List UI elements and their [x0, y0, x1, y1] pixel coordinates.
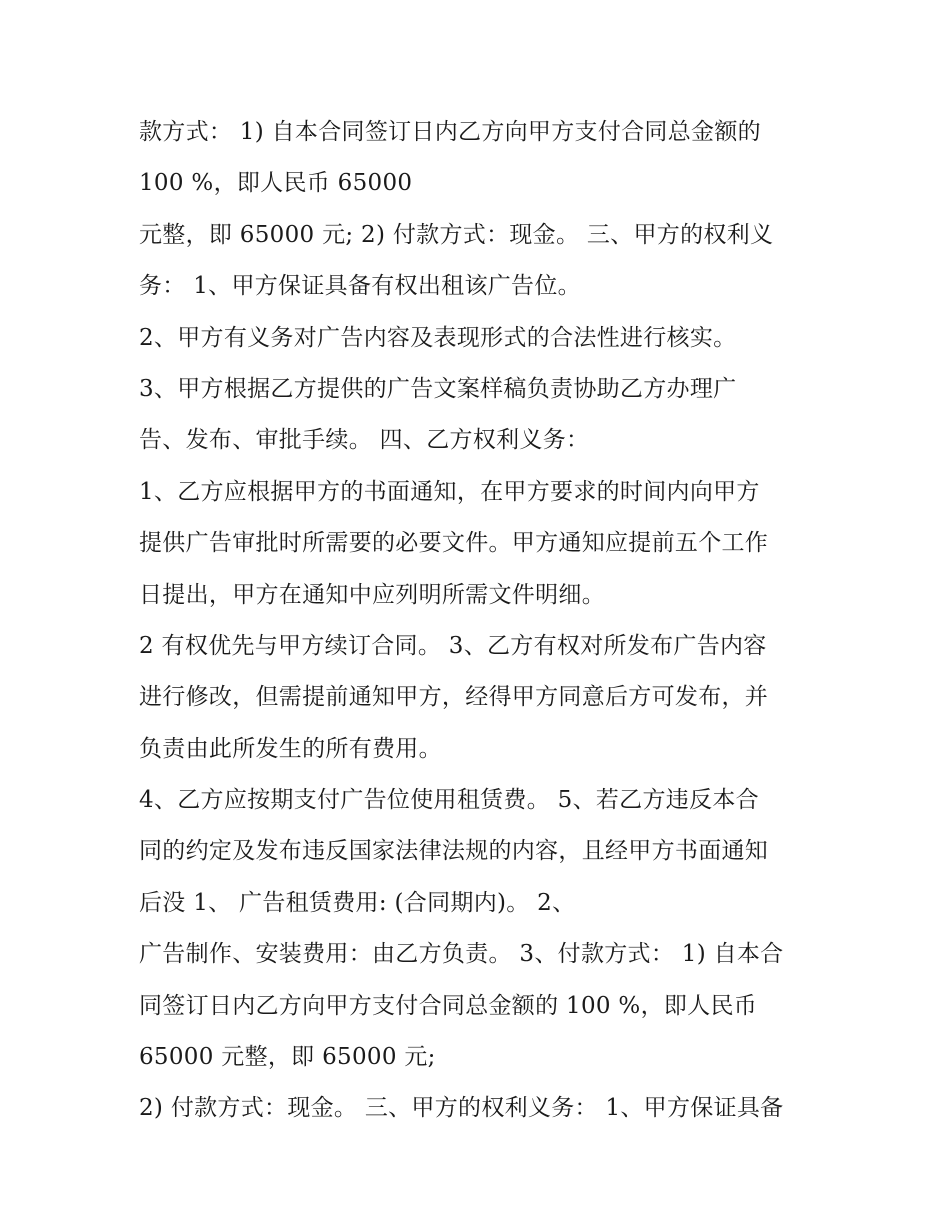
text-line: 提供广告审批时所需要的必要文件。甲方通知应提前五个工作	[139, 530, 769, 557]
text-line: 广告制作、安装费用：由乙方负责。 3、付款方式： 1) 自本合	[139, 941, 784, 968]
text-line: 4、乙方应按期支付广告位使用租赁费。 5、若乙方违反本合	[139, 787, 759, 814]
text-line: 65000 元整，即 65000 元;	[139, 1044, 436, 1071]
text-line: 元整，即 65000 元; 2) 付款方式：现金。 三、甲方的权利义	[139, 221, 774, 248]
text-line: 2) 付款方式：现金。 三、甲方的权利义务： 1、甲方保证具备	[139, 1095, 784, 1122]
text-line: 2、甲方有义务对广告内容及表现形式的合法性进行核实。	[139, 324, 737, 351]
text-line: 务： 1、甲方保证具备有权出租该广告位。	[139, 273, 581, 300]
contract-text-block	[139, 107, 829, 1135]
text-line: 日提出，甲方在通知中应列明所需文件明细。	[139, 581, 605, 608]
text-line: 负责由此所发生的所有费用。	[139, 735, 442, 762]
text-line: 同签订日内乙方向甲方支付合同总金额的 100 %，即人民币	[139, 992, 758, 1019]
text-line: 后没 1、 广告租赁费用: (合同期内)。 2、	[139, 889, 576, 916]
text-line: 2 有权优先与甲方续订合同。 3、乙方有权对所发布广告内容	[139, 632, 767, 659]
text-line: 告、发布、审批手续。 四、乙方权利义务：	[139, 427, 590, 454]
text-line: 进行修改，但需提前通知甲方，经得甲方同意后方可发布，并	[139, 684, 769, 711]
text-line: 1、乙方应根据甲方的书面通知，在甲方要求的时间内向甲方	[139, 478, 760, 505]
text-line: 3、甲方根据乙方提供的广告文案样稿负责协助乙方办理广	[139, 375, 737, 402]
text-line: 款方式： 1) 自本合同签订日内乙方向甲方支付合同总金额的	[139, 119, 761, 145]
text-line: 同的约定及发布违反国家法律法规的内容，且经甲方书面通知	[139, 838, 769, 865]
text-line: 100 %，即人民币 65000	[139, 170, 413, 197]
